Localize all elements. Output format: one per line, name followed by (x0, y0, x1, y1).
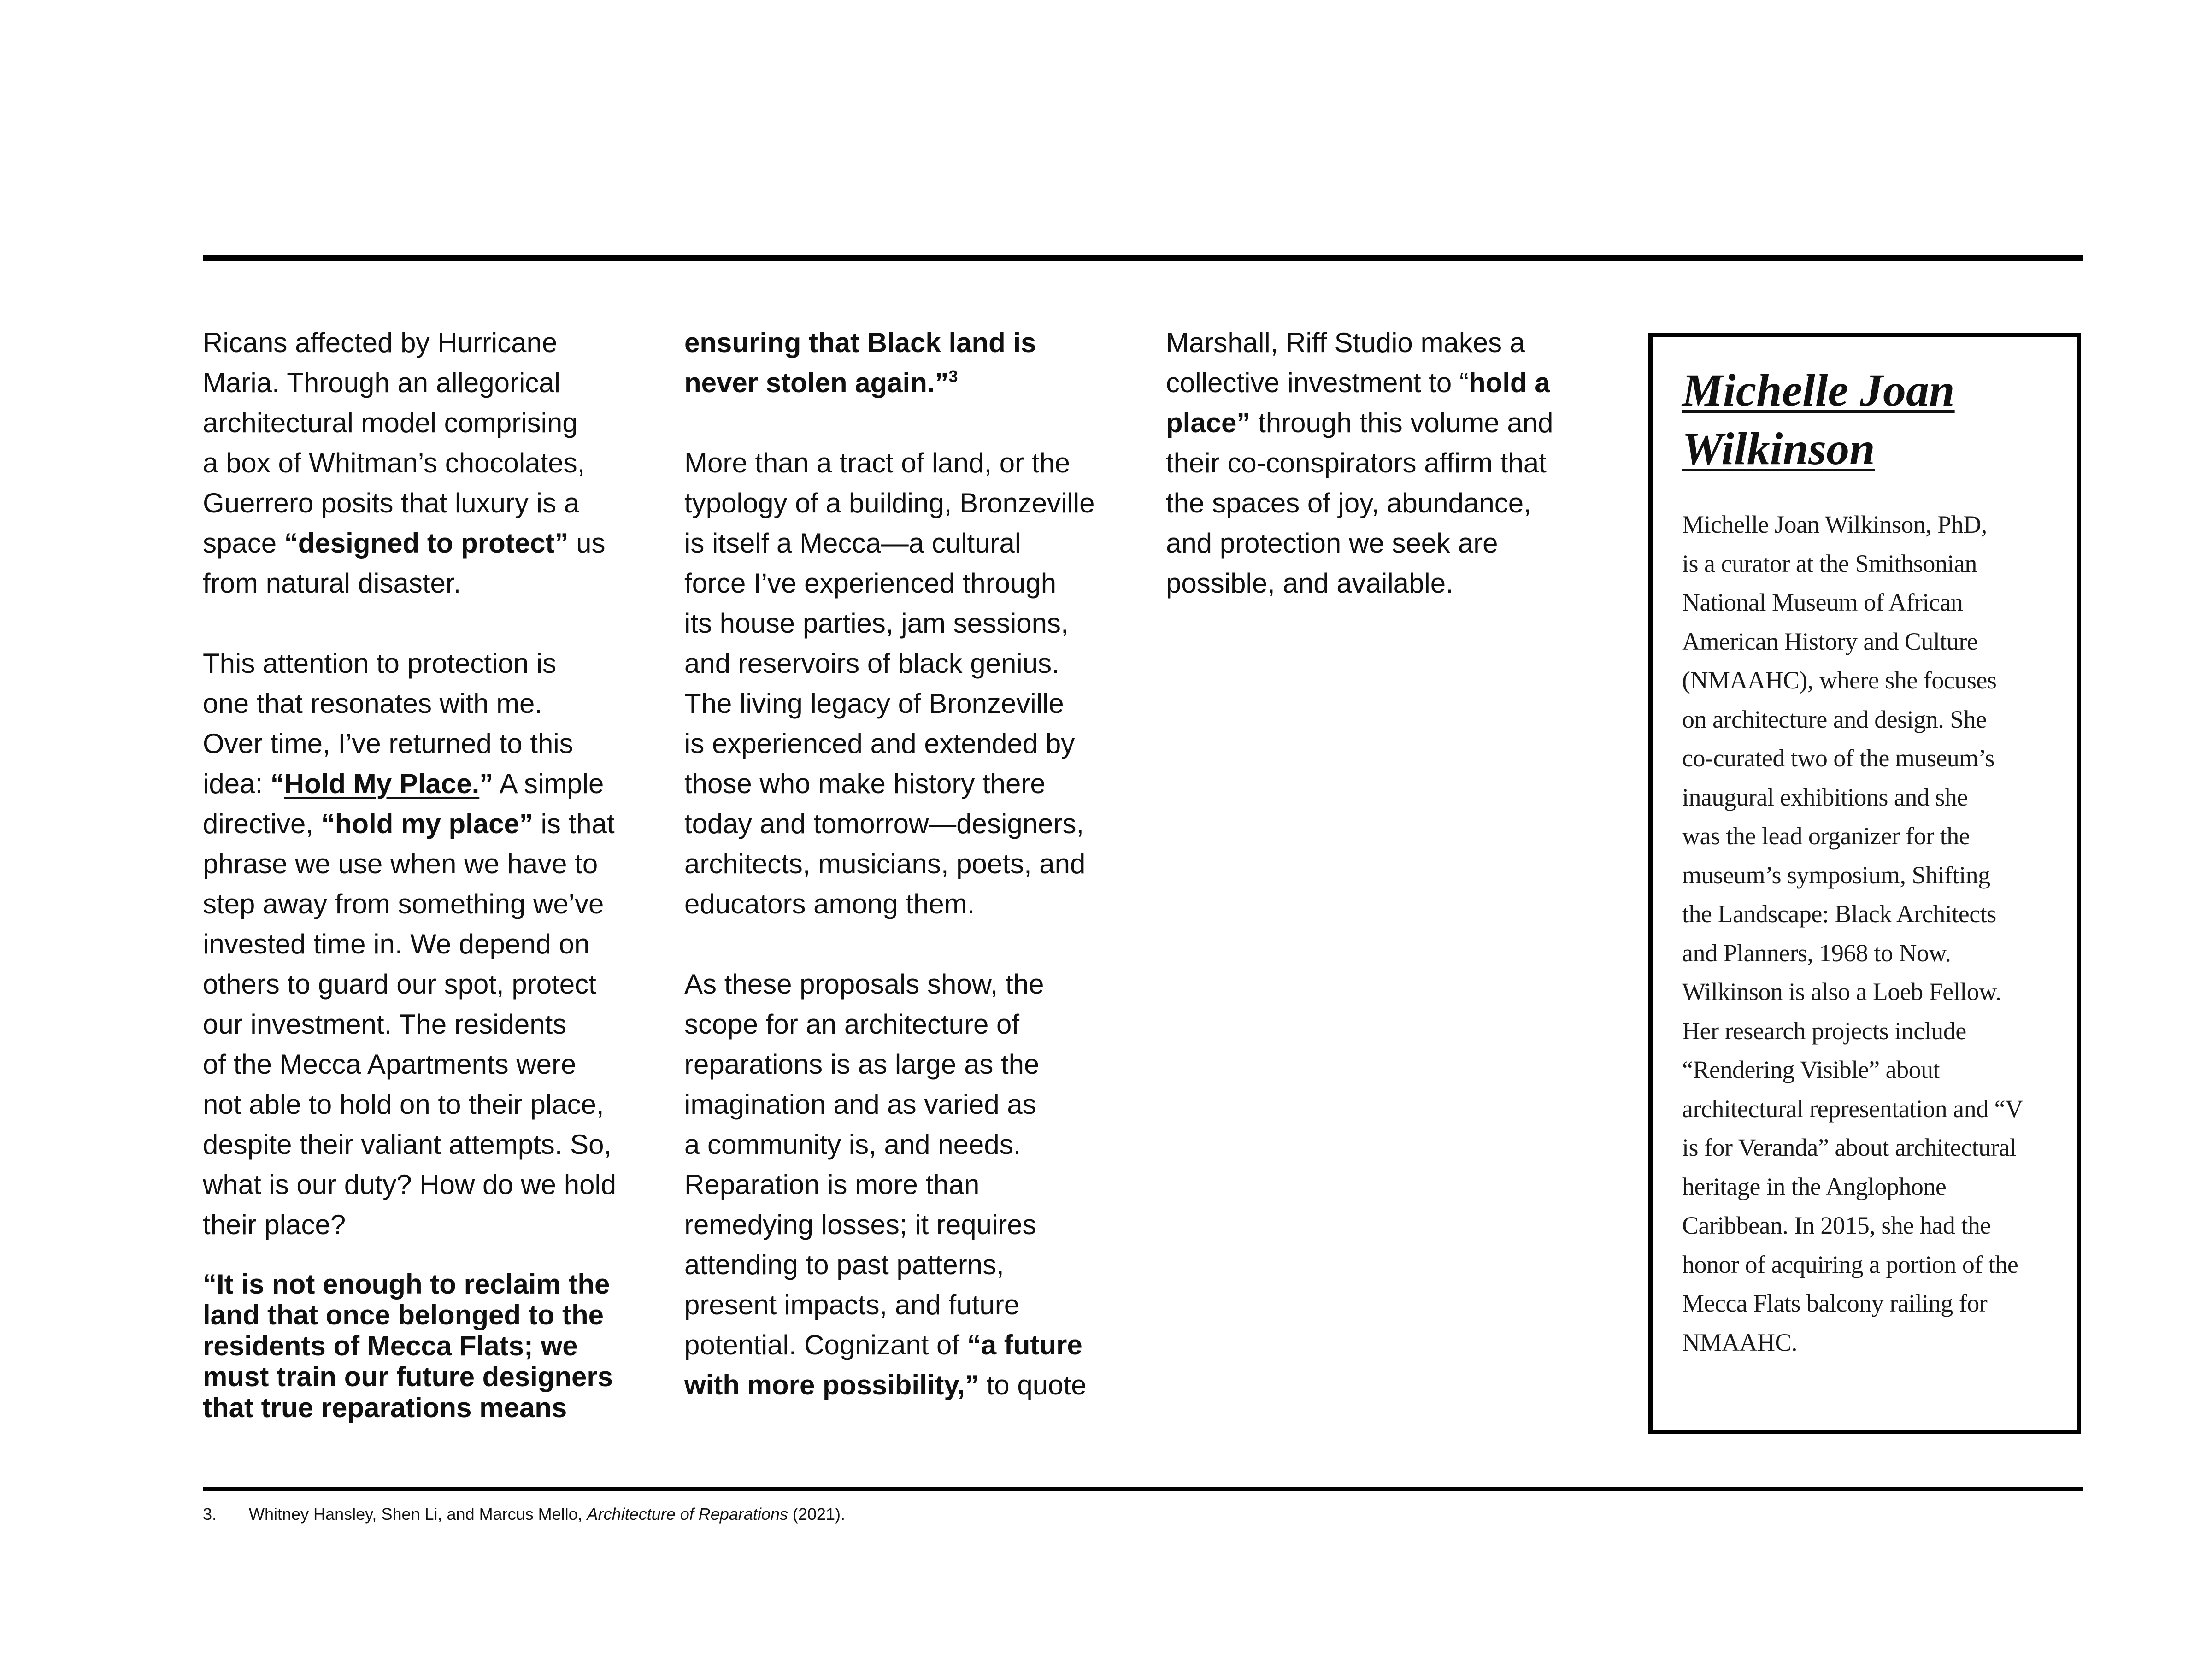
text-column-3 (1166, 323, 1627, 603)
text-line (203, 804, 664, 844)
quote-line: residents of Mecca Flats; we (203, 1330, 578, 1361)
top-rule (203, 255, 2083, 261)
text-line: a community is, and needs. (684, 1129, 1021, 1160)
text-line: architectural model comprising (203, 407, 578, 438)
text-line: Maria. Through an allegorical (203, 367, 560, 398)
bio-line: co-curated two of the museum’s (1682, 744, 1994, 772)
bio-line: the Landscape: Black Architects (1682, 900, 1996, 928)
footnote-ref[interactable]: 3 (948, 367, 958, 386)
text-line: typology of a building, Bronzeville (684, 488, 1095, 518)
text-line: More than a tract of land, or the (684, 447, 1071, 478)
open-quote: “ (270, 768, 284, 799)
bold-phrase: never stolen again.” (684, 367, 949, 398)
bold-phrase: ensuring that Black land is (684, 327, 1036, 358)
paragraph-gap (203, 1245, 664, 1269)
text-line (1166, 363, 1627, 403)
paragraph-gap (684, 403, 1145, 443)
text-run: is that (533, 808, 615, 839)
author-bio-text (1682, 505, 2065, 1362)
bio-line: National Museum of African (1682, 588, 1963, 616)
paragraph-gap (684, 924, 1145, 964)
bold-phrase: hold a (1468, 367, 1550, 398)
text-line: step away from something we’ve (203, 888, 604, 919)
bio-line: was the lead organizer for the (1682, 822, 1970, 850)
text-line: those who make history there (684, 768, 1046, 799)
pull-quote-continued (684, 323, 1145, 403)
text-run: A simple (493, 768, 604, 799)
text-run: directive, (203, 808, 321, 839)
text-line (203, 764, 664, 804)
author-bio-box (1648, 333, 2081, 1434)
text-line: one that resonates with me. (203, 688, 543, 719)
bio-line: American History and Culture (1682, 627, 1978, 655)
quote-line: land that once belonged to the (203, 1300, 604, 1330)
paragraph (203, 643, 664, 1245)
author-name-line: Michelle Joan (1682, 365, 1955, 416)
text-line: imagination and as varied as (684, 1089, 1036, 1120)
text-line: Reparation is more than (684, 1169, 980, 1200)
paragraph (684, 964, 1145, 1405)
pull-quote (203, 1269, 664, 1423)
bio-line: Michelle Joan Wilkinson, PhD, (1682, 511, 1987, 538)
text-line (203, 523, 664, 563)
bio-line: heritage in the Anglophone (1682, 1172, 1947, 1200)
bio-line: is a curator at the Smithsonian (1682, 549, 1977, 577)
footnote-text: Whitney Hansley, Shen Li, and Marcus Mello, (249, 1505, 587, 1524)
text-line (684, 323, 1145, 363)
text-line: scope for an architecture of (684, 1009, 1020, 1040)
text-line: The living legacy of Bronzeville (684, 688, 1064, 719)
text-line: the spaces of joy, abundance, (1166, 488, 1531, 518)
bio-line: honor of acquiring a portion of the (1682, 1250, 2018, 1278)
text-line: possible, and available. (1166, 568, 1453, 599)
author-name-line: Wilkinson (1682, 423, 1875, 474)
text-line: and protection we seek are (1166, 528, 1498, 559)
text-line: Ricans affected by Hurricane (203, 327, 558, 358)
bio-line: and Planners, 1968 to Now. (1682, 939, 1951, 967)
bio-line: “Rendering Visible” about (1682, 1056, 1940, 1083)
paragraph (684, 443, 1145, 924)
footnote-title: Architecture of Reparations (587, 1505, 788, 1524)
text-line: and reservoirs of black genius. (684, 648, 1059, 679)
text-line: a box of Whitman’s chocolates, (203, 447, 585, 478)
text-line: their co-conspirators affirm that (1166, 447, 1547, 478)
text-run: collective investment to “ (1166, 367, 1469, 398)
text-run: through this volume and (1250, 407, 1553, 438)
quote-line: must train our future designers (203, 1361, 613, 1392)
text-line: is itself a Mecca—a cultural (684, 528, 1021, 559)
text-column-2 (684, 323, 1145, 1405)
bio-line: is for Veranda” about architectural (1682, 1134, 2017, 1161)
text-line (1166, 403, 1627, 443)
text-line (684, 1325, 1145, 1365)
text-line: phrase we use when we have to (203, 848, 598, 879)
bold-phrase: “hold my place” (321, 808, 533, 839)
bold-phrase: with more possibility,” (684, 1370, 979, 1400)
paragraph (203, 323, 664, 603)
bio-line: inaugural exhibitions and she (1682, 783, 1968, 811)
text-line: Guerrero posits that luxury is a (203, 488, 580, 518)
text-line: not able to hold on to their place, (203, 1089, 604, 1120)
text-line: is experienced and extended by (684, 728, 1075, 759)
bold-phrase (271, 768, 493, 799)
author-name (1682, 361, 2051, 478)
text-column-1 (203, 323, 664, 1423)
text-line: Over time, I’ve returned to this (203, 728, 573, 759)
text-line: from natural disaster. (203, 568, 461, 599)
text-run: space (203, 528, 284, 559)
text-run: idea: (203, 768, 271, 799)
text-line: of the Mecca Apartments were (203, 1049, 577, 1080)
bio-line: Wilkinson is also a Loeb Fellow. (1682, 978, 2001, 1006)
text-line: reparations is as large as the (684, 1049, 1040, 1080)
text-line: Marshall, Riff Studio makes a (1166, 327, 1525, 358)
text-line: others to guard our spot, protect (203, 969, 596, 1000)
footnote (203, 1503, 1585, 1525)
close-quote: ” (479, 768, 494, 799)
bio-line: museum’s symposium, Shifting (1682, 861, 1990, 889)
bio-line: Her research projects include (1682, 1017, 1966, 1045)
bold-phrase: “a future (967, 1330, 1082, 1360)
bio-line: (NMAAHC), where she focuses (1682, 666, 1997, 694)
text-run: to quote (978, 1370, 1087, 1400)
text-line: architects, musicians, poets, and (684, 848, 1086, 879)
text-line: educators among them. (684, 888, 975, 919)
footnote-text-end: (2021). (788, 1505, 845, 1524)
text-line: present impacts, and future (684, 1289, 1020, 1320)
text-line: what is our duty? How do we hold (203, 1169, 617, 1200)
text-line: remedying losses; it requires (684, 1209, 1036, 1240)
text-line (684, 363, 1145, 403)
text-line: This attention to protection is (203, 648, 557, 679)
text-line: despite their valiant attempts. So, (203, 1129, 612, 1160)
text-line (684, 1365, 1145, 1405)
text-run: potential. Cognizant of (684, 1330, 967, 1360)
text-line: As these proposals show, the (684, 969, 1044, 1000)
text-line: today and tomorrow—designers, (684, 808, 1084, 839)
text-run: us (568, 528, 606, 559)
bio-line: Caribbean. In 2015, she had the (1682, 1212, 1991, 1239)
quote-line: that true reparations means (203, 1392, 567, 1423)
hold-my-place-link[interactable]: Hold My Place. (284, 768, 480, 799)
text-line: attending to past patterns, (684, 1249, 1004, 1280)
bio-line: architectural representation and “V (1682, 1094, 2023, 1123)
text-line: our investment. The residents (203, 1009, 567, 1040)
text-line: force I’ve experienced through (684, 568, 1057, 599)
quote-line: “It is not enough to reclaim the (203, 1269, 610, 1300)
text-line: invested time in. We depend on (203, 929, 590, 959)
paragraph (1166, 323, 1627, 603)
text-line: their place? (203, 1209, 346, 1240)
bottom-rule (203, 1487, 2083, 1491)
paragraph-gap (203, 603, 664, 643)
bold-phrase: “designed to protect” (284, 528, 569, 559)
footnote-number: 3. (203, 1505, 217, 1524)
bio-line: NMAAHC. (1682, 1328, 1798, 1356)
bio-line: on architecture and design. She (1682, 705, 1987, 733)
bio-line: Mecca Flats balcony railing for (1682, 1289, 1988, 1317)
bold-phrase: place” (1166, 407, 1251, 438)
text-line: its house parties, jam sessions, (684, 608, 1069, 639)
